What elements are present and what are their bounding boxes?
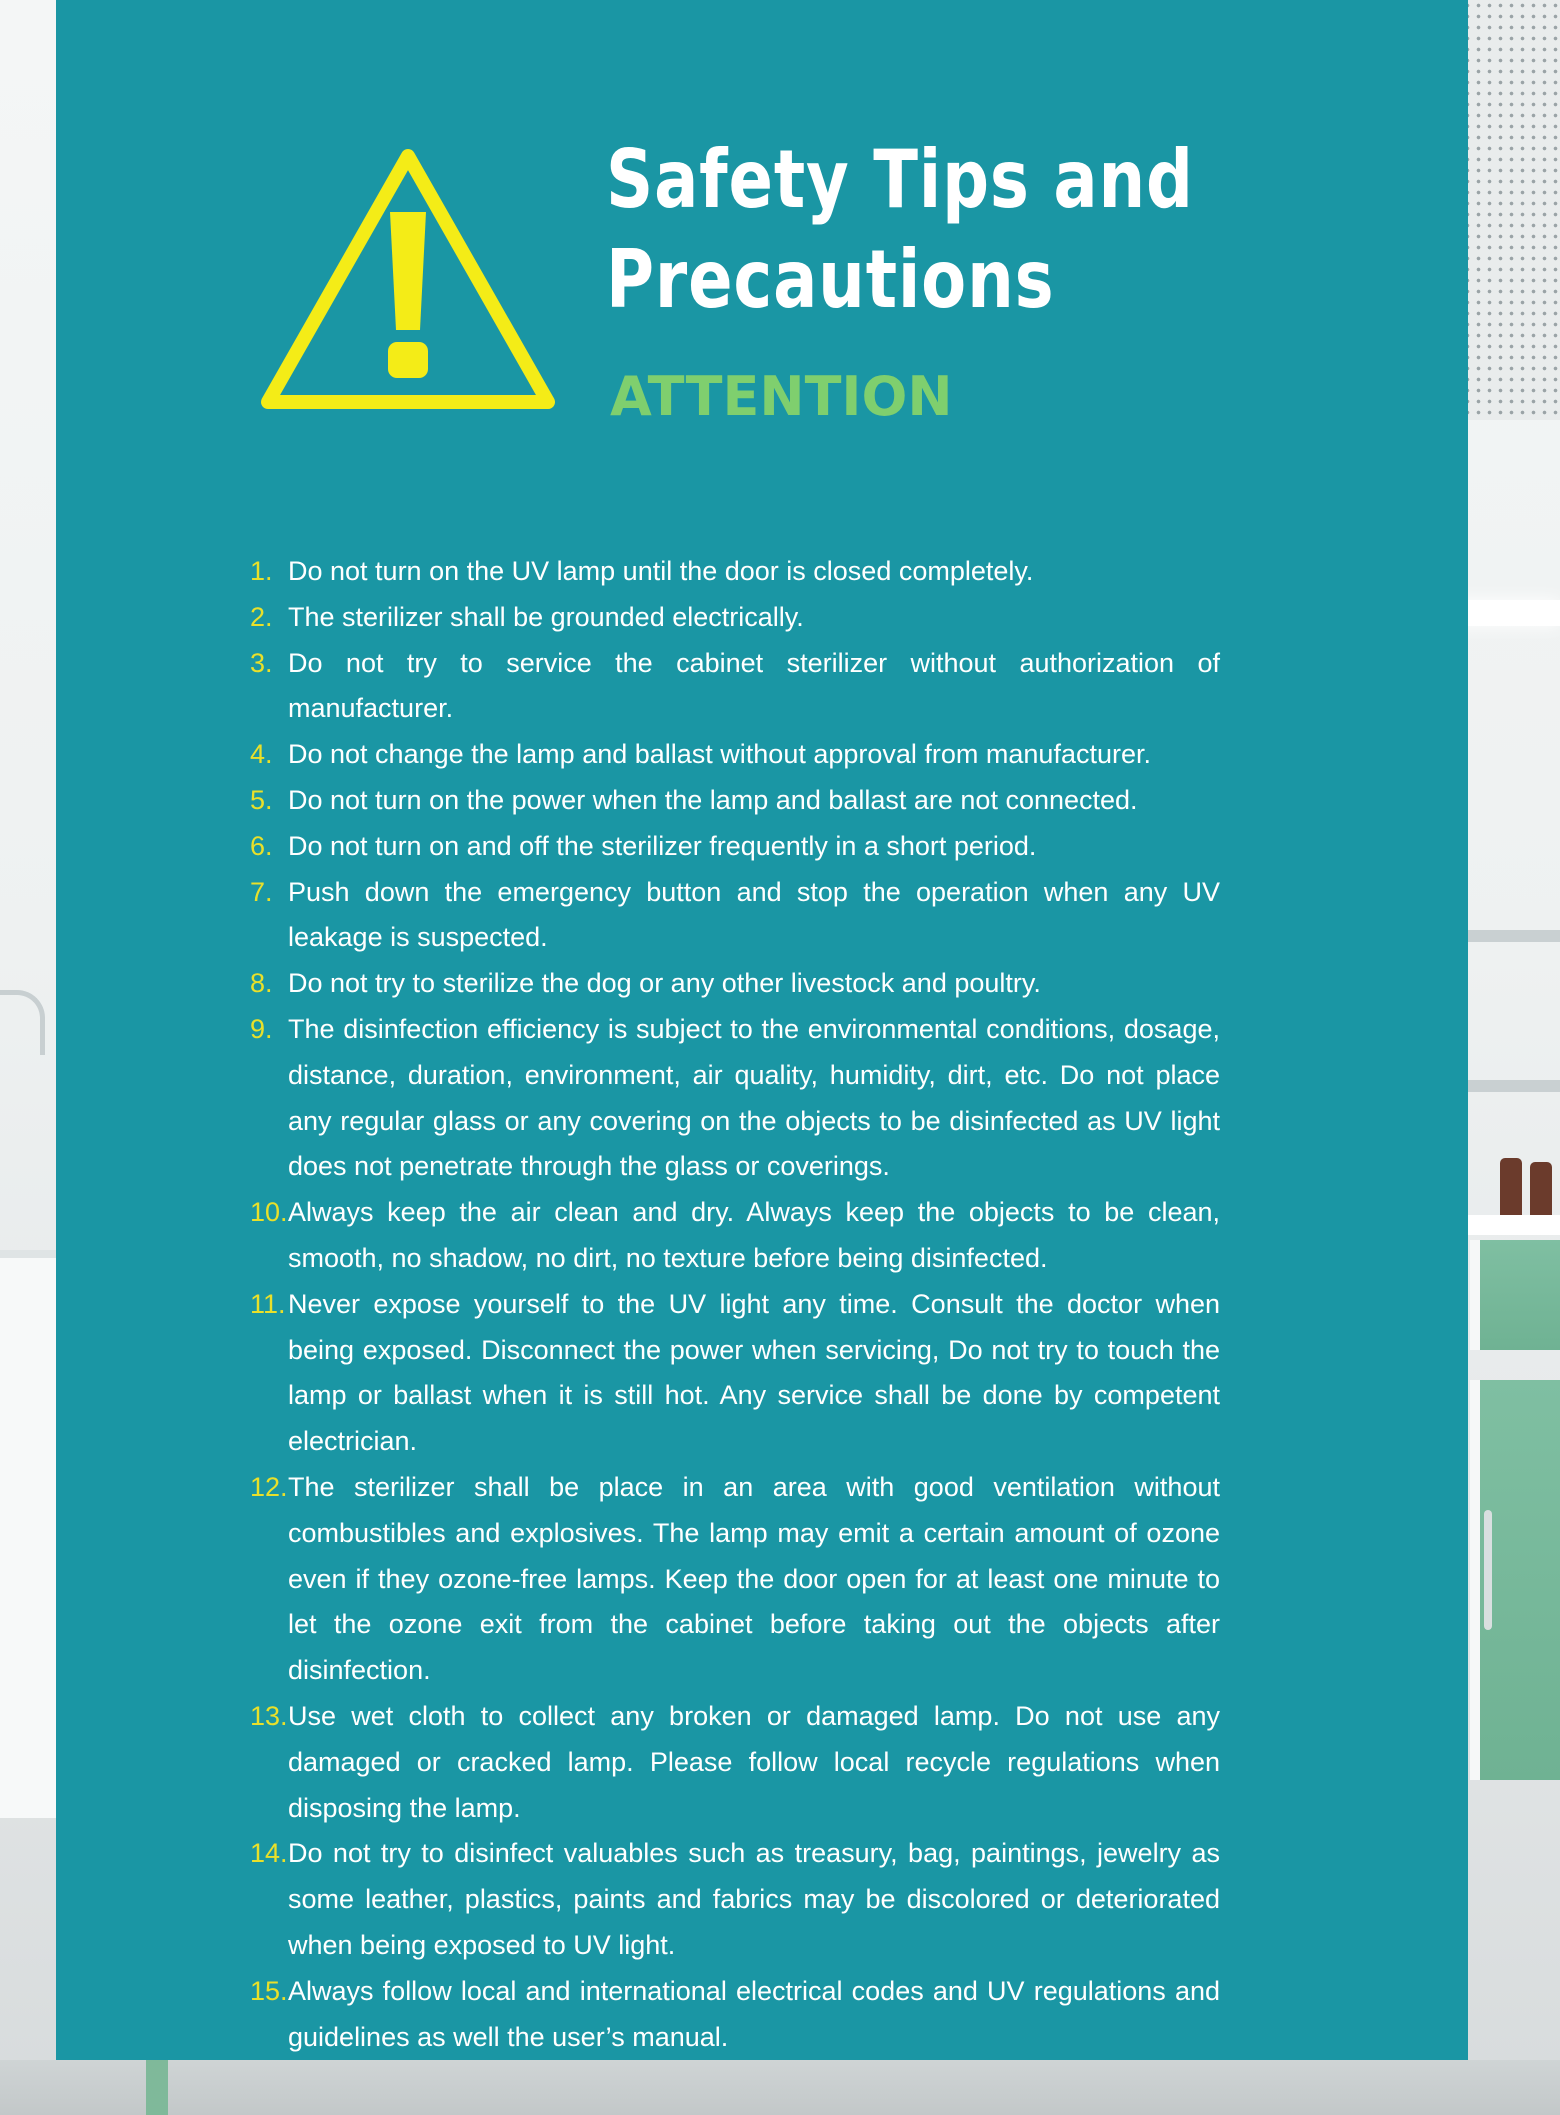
- background-cabinet: [1470, 1240, 1560, 1350]
- list-item: [250, 824, 1220, 870]
- warning-triangle-icon: [252, 140, 564, 422]
- list-item: [250, 778, 1220, 824]
- list-item-text: Do not turn on and off the sterilizer frequently in a short period.: [288, 830, 1037, 861]
- list-item-number: 12.: [250, 1471, 288, 1502]
- list-item-text: Do not turn on the UV lamp until the door is closed completely.: [288, 556, 1034, 586]
- list-item: [250, 549, 1220, 595]
- list-item-text: Do not turn on the power when the lamp and ballast are not connected.: [288, 784, 1138, 815]
- list-item-text: The sterilizer shall be grounded electrically.: [288, 601, 804, 632]
- list-item: [250, 870, 1220, 962]
- list-item-text: Always follow local and international electrical codes and UV regulations and guidelines as well the user’s manual.: [288, 1975, 1220, 2052]
- attention-subtitle: ATTENTION: [610, 365, 953, 428]
- list-item: [250, 1465, 1220, 1694]
- list-item-text: Use wet cloth to collect any broken or damaged lamp. Do not use any damaged or cracked lamp. Please follow local recycle regulations when disposing the lamp.: [288, 1700, 1220, 1823]
- list-item: [250, 641, 1220, 733]
- background-bottle: [1500, 1158, 1522, 1220]
- list-item: [250, 1007, 1220, 1190]
- list-item: [250, 1190, 1220, 1282]
- list-item: [250, 1831, 1220, 1968]
- list-item-number: 6.: [250, 830, 273, 861]
- list-item-number: 13.: [250, 1700, 288, 1731]
- list-item: [250, 961, 1220, 1007]
- warning-exclamation-bar: [390, 212, 426, 330]
- list-item-number: 14.: [250, 1838, 288, 1869]
- list-item-number: 10.: [250, 1197, 288, 1228]
- list-item-text: Do not try to disinfect valuables such as treasury, bag, paintings, jewelry as some leather, plastics, paints and fabrics may be discolored or deteriorated when being exposed to UV light.: [288, 1838, 1220, 1960]
- safety-tips-list: [250, 549, 1220, 2060]
- page-title: Safety Tips and Precautions: [606, 133, 1194, 326]
- list-item: [250, 1694, 1220, 1831]
- background-lab-bench: [0, 1250, 56, 1818]
- background-floor: [0, 2060, 1560, 2115]
- list-item-number: 11.: [250, 1288, 286, 1319]
- list-item-number: 8.: [250, 968, 273, 999]
- background-cabinet-handle: [1484, 1510, 1492, 1630]
- list-item-text: The disinfection efficiency is subject to the environmental conditions, dosage, distance, duration, environment, air quality, humidity, dirt, etc. Do not place any regular glass or any covering on the objects to be disinfected as UV light does not penetrate through the glass or coverings.: [288, 1013, 1220, 1182]
- list-item-number: 2.: [250, 601, 273, 632]
- list-item-number: 7.: [250, 876, 273, 907]
- list-item: [250, 732, 1220, 778]
- background-faucet: [0, 990, 45, 1055]
- list-item-number: 9.: [250, 1013, 273, 1044]
- list-item: [250, 1969, 1220, 2061]
- list-item-number: 3.: [250, 647, 273, 678]
- list-item-text: Do not try to sterilize the dog or any other livestock and poultry.: [288, 968, 1041, 999]
- list-item-number: 4.: [250, 739, 273, 770]
- list-item-text: Always keep the air clean and dry. Always keep the objects to be clean, smooth, no shadow, no dirt, no texture before being disinfected.: [288, 1197, 1220, 1273]
- list-item-number: 5.: [250, 784, 273, 815]
- list-item: [250, 1282, 1220, 1465]
- list-item-text: Do not change the lamp and ballast without approval from manufacturer.: [288, 739, 1151, 770]
- list-item-text: Do not try to service the cabinet sterilizer without authorization of manufacturer.: [288, 647, 1220, 724]
- warning-exclamation-dot: [388, 342, 428, 378]
- list-item-number: 15.: [250, 1975, 288, 2006]
- background-stand: [146, 2058, 168, 2115]
- list-item-number: 1.: [250, 556, 273, 586]
- list-item: [250, 595, 1220, 641]
- list-item-text: The sterilizer shall be place in an area with good ventilation without combustibles and explosives. The lamp may emit a certain amount of ozone even if they ozone-free lamps. Keep the door open for at least one minute to let the ozone exit from the cabinet before taking out the objects after disinfection.: [288, 1471, 1220, 1686]
- list-item-text: Push down the emergency button and stop the operation when any UV leakage is suspected.: [288, 876, 1220, 953]
- list-item-text: Never expose yourself to the UV light any time. Consult the doctor when being exposed. Disconnect the power when servicing, Do not try to touch the lamp or ballast when it is still hot. Any service shall be done by competent electrician.: [288, 1288, 1220, 1457]
